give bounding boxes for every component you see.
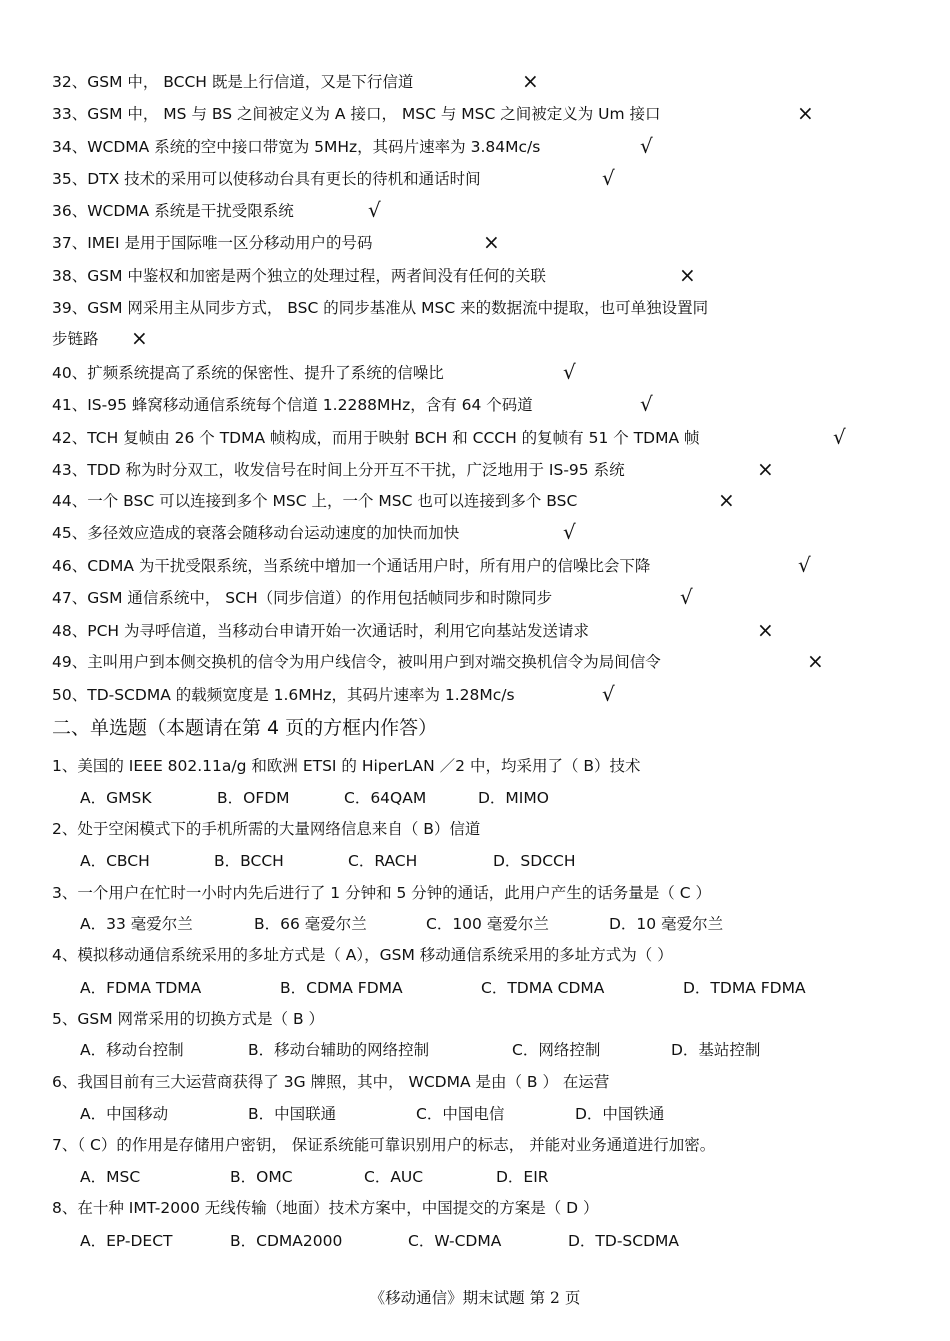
- option-a: A．CBCH: [80, 852, 150, 870]
- option-a: A．移动台控制: [80, 1041, 184, 1059]
- check-mark-icon: √: [833, 425, 846, 449]
- option-a: A．33 毫爱尔兰: [80, 915, 193, 933]
- page-footer: 《移动通信》期末试题 第 2 页: [369, 1289, 581, 1307]
- option-a: A．中国移动: [80, 1105, 169, 1123]
- wrong-mark-icon: ×: [757, 618, 774, 642]
- option-c: C．中国电信: [416, 1105, 505, 1123]
- option-b: B．CDMA2000: [230, 1232, 343, 1250]
- option-a: A．FDMA TDMA: [80, 979, 202, 997]
- tf-item-text: 33、GSM 中， MS 与 BS 之间被定义为 A 接口， MSC 与 MSC 之间被定义为 Um 接口: [52, 105, 661, 123]
- check-mark-icon: √: [563, 520, 576, 544]
- option-b: B．OFDM: [217, 789, 290, 807]
- tf-item-text: 41、IS-95 蜂窝移动通信系统每个信道 1.2288MHz，含有 64 个码道: [52, 396, 533, 414]
- wrong-mark-icon: ×: [718, 488, 735, 512]
- option-b: B．OMC: [230, 1168, 293, 1186]
- tf-item-text: 45、多径效应造成的衰落会随移动台运动速度的加快而加快: [52, 524, 460, 542]
- wrong-mark-icon: ×: [131, 326, 148, 350]
- tf-item-text: 32、GSM 中， BCCH 既是上行信道，又是下行信道: [52, 73, 414, 91]
- tf-item-text: 36、WCDMA 系统是干扰受限系统: [52, 202, 294, 220]
- wrong-mark-icon: ×: [757, 457, 774, 481]
- check-mark-icon: √: [563, 360, 576, 384]
- check-mark-icon: √: [798, 553, 811, 577]
- option-b: B．移动台辅助的网络控制: [248, 1041, 430, 1059]
- mc-question-3: 3、一个用户在忙时一小时内先后进行了 1 分钟和 5 分钟的通话，此用户产生的话务量是（ C ）: [52, 884, 711, 902]
- tf-item-text: 35、DTX 技术的采用可以使移动台具有更长的待机和通话时间: [52, 170, 481, 188]
- tf-item-text: 50、TD-SCDMA 的载频宽度是 1.6MHz，其码片速率为 1.28Mc/s: [52, 686, 515, 704]
- tf-item-38: [52, 265, 890, 287]
- option-b: B．66 毫爱尔兰: [254, 915, 367, 933]
- option-c: C．AUC: [364, 1168, 424, 1186]
- option-b: B．中国联通: [248, 1105, 337, 1123]
- option-a: A．GMSK: [80, 789, 152, 807]
- tf-item-text: 42、TCH 复帧由 26 个 TDMA 帧构成，而用于映射 BCH 和 CCCH 的复帧有 51 个 TDMA 帧: [52, 429, 700, 447]
- mc-question-1: 1、美国的 IEEE 802.11a/g 和欧洲 ETSI 的 HiperLAN ／2 中，均采用了（ B）技术: [52, 757, 641, 775]
- option-c: C．RACH: [348, 852, 418, 870]
- option-a: A．EP-DECT: [80, 1232, 173, 1250]
- tf-item-36: [52, 200, 890, 222]
- check-mark-icon: √: [602, 166, 615, 190]
- wrong-mark-icon: ×: [522, 69, 539, 93]
- tf-item-text: 43、TDD 称为时分双工，收发信号在时间上分开互不干扰，广泛地用于 IS-95 系统: [52, 461, 625, 479]
- tf-item-text: 34、WCDMA 系统的空中接口带宽为 5MHz，其码片速率为 3.84Mc/s: [52, 138, 541, 156]
- option-b: B．CDMA FDMA: [280, 979, 403, 997]
- tf-item-50: [52, 684, 890, 706]
- wrong-mark-icon: ×: [483, 230, 500, 254]
- wrong-mark-icon: ×: [797, 101, 814, 125]
- tf-item-44: [52, 490, 890, 512]
- option-d: D．中国铁通: [575, 1105, 665, 1123]
- check-mark-icon: √: [640, 392, 653, 416]
- option-d: D．TDMA FDMA: [683, 979, 806, 997]
- wrong-mark-icon: ×: [679, 263, 696, 287]
- check-mark-icon: √: [680, 585, 693, 609]
- option-d: D．SDCCH: [493, 852, 576, 870]
- option-d: D．10 毫爱尔兰: [609, 915, 724, 933]
- tf-item-40: [52, 362, 890, 384]
- check-mark-icon: √: [602, 682, 615, 706]
- tf-item-35: [52, 168, 890, 190]
- tf-item-text: 46、CDMA 为干扰受限系统，当系统中增加一个通话用户时，所有用户的信噪比会下降: [52, 557, 651, 575]
- option-d: D．基站控制: [671, 1041, 761, 1059]
- mc-question-4: 4、模拟移动通信系统采用的多址方式是（ A），GSM 移动通信系统采用的多址方式为（ ）: [52, 946, 673, 964]
- option-b: B．BCCH: [214, 852, 284, 870]
- option-c: C．网络控制: [512, 1041, 601, 1059]
- tf-item-text: 39、GSM 网采用主从同步方式， BSC 的同步基准从 MSC 来的数据流中提取，也可单独设置同: [52, 299, 709, 317]
- tf-item-text: 40、扩频系统提高了系统的保密性、提升了系统的信噪比: [52, 364, 444, 382]
- tf-item-39-cont: [52, 328, 890, 350]
- tf-item-47: [52, 587, 890, 609]
- tf-item-42: [52, 427, 930, 449]
- option-d: D．EIR: [496, 1168, 549, 1186]
- tf-item-46: [52, 555, 890, 577]
- tf-item-text: 48、PCH 为寻呼信道，当移动台申请开始一次通话时，利用它向基站发送请求: [52, 622, 589, 640]
- option-d: D．TD-SCDMA: [568, 1232, 680, 1250]
- option-d: D．MIMO: [478, 789, 549, 807]
- tf-item-text: 44、一个 BSC 可以连接到多个 MSC 上，一个 MSC 也可以连接到多个 BSC: [52, 492, 578, 510]
- check-mark-icon: √: [640, 134, 653, 158]
- tf-item-text: 步链路: [52, 330, 99, 348]
- check-mark-icon: √: [368, 198, 381, 222]
- tf-item-39: [52, 297, 890, 319]
- tf-item-49: [52, 651, 890, 673]
- tf-item-37: [52, 232, 890, 254]
- wrong-mark-icon: ×: [807, 649, 824, 673]
- tf-item-45: [52, 522, 890, 544]
- tf-item-text: 38、GSM 中鉴权和加密是两个独立的处理过程，两者间没有任何的关联: [52, 267, 546, 285]
- tf-item-text: 49、主叫用户到本侧交换机的信令为用户线信令，被叫用户到对端交换机信令为局间信令: [52, 653, 661, 671]
- option-a: A．MSC: [80, 1168, 141, 1186]
- mc-question-7: 7、（ C）的作用是存储用户密钥， 保证系统能可靠识别用户的标志， 并能对业务通道进行加密。: [52, 1136, 716, 1154]
- option-c: C．100 毫爱尔兰: [426, 915, 549, 933]
- tf-item-text: 37、IMEI 是用于国际唯一区分移动用户的号码: [52, 234, 373, 252]
- option-c: C．TDMA CDMA: [481, 979, 605, 997]
- option-c: C．W-CDMA: [408, 1232, 502, 1250]
- mc-question-5: 5、GSM 网常采用的切换方式是（ B ）: [52, 1010, 325, 1028]
- mc-question-8: 8、在十种 IMT-2000 无线传输（地面）技术方案中，中国提交的方案是（ D ）: [52, 1199, 599, 1217]
- tf-item-33: [52, 103, 890, 125]
- option-c: C．64QAM: [344, 789, 427, 807]
- tf-item-34: [52, 136, 890, 158]
- tf-item-32: [52, 71, 890, 93]
- section-title: 二、单选题（本题请在第 4 页的方框内作答）: [52, 717, 438, 739]
- mc-question-6: 6、我国目前有三大运营商获得了 3G 牌照，其中， WCDMA 是由（ B ） 在运营: [52, 1073, 610, 1091]
- tf-item-text: 47、GSM 通信系统中， SCH（同步信道）的作用包括帧同步和时隙同步: [52, 589, 553, 607]
- tf-item-41: [52, 394, 890, 416]
- mc-question-2: 2、处于空闲模式下的手机所需的大量网络信息来自（ B）信道: [52, 820, 481, 838]
